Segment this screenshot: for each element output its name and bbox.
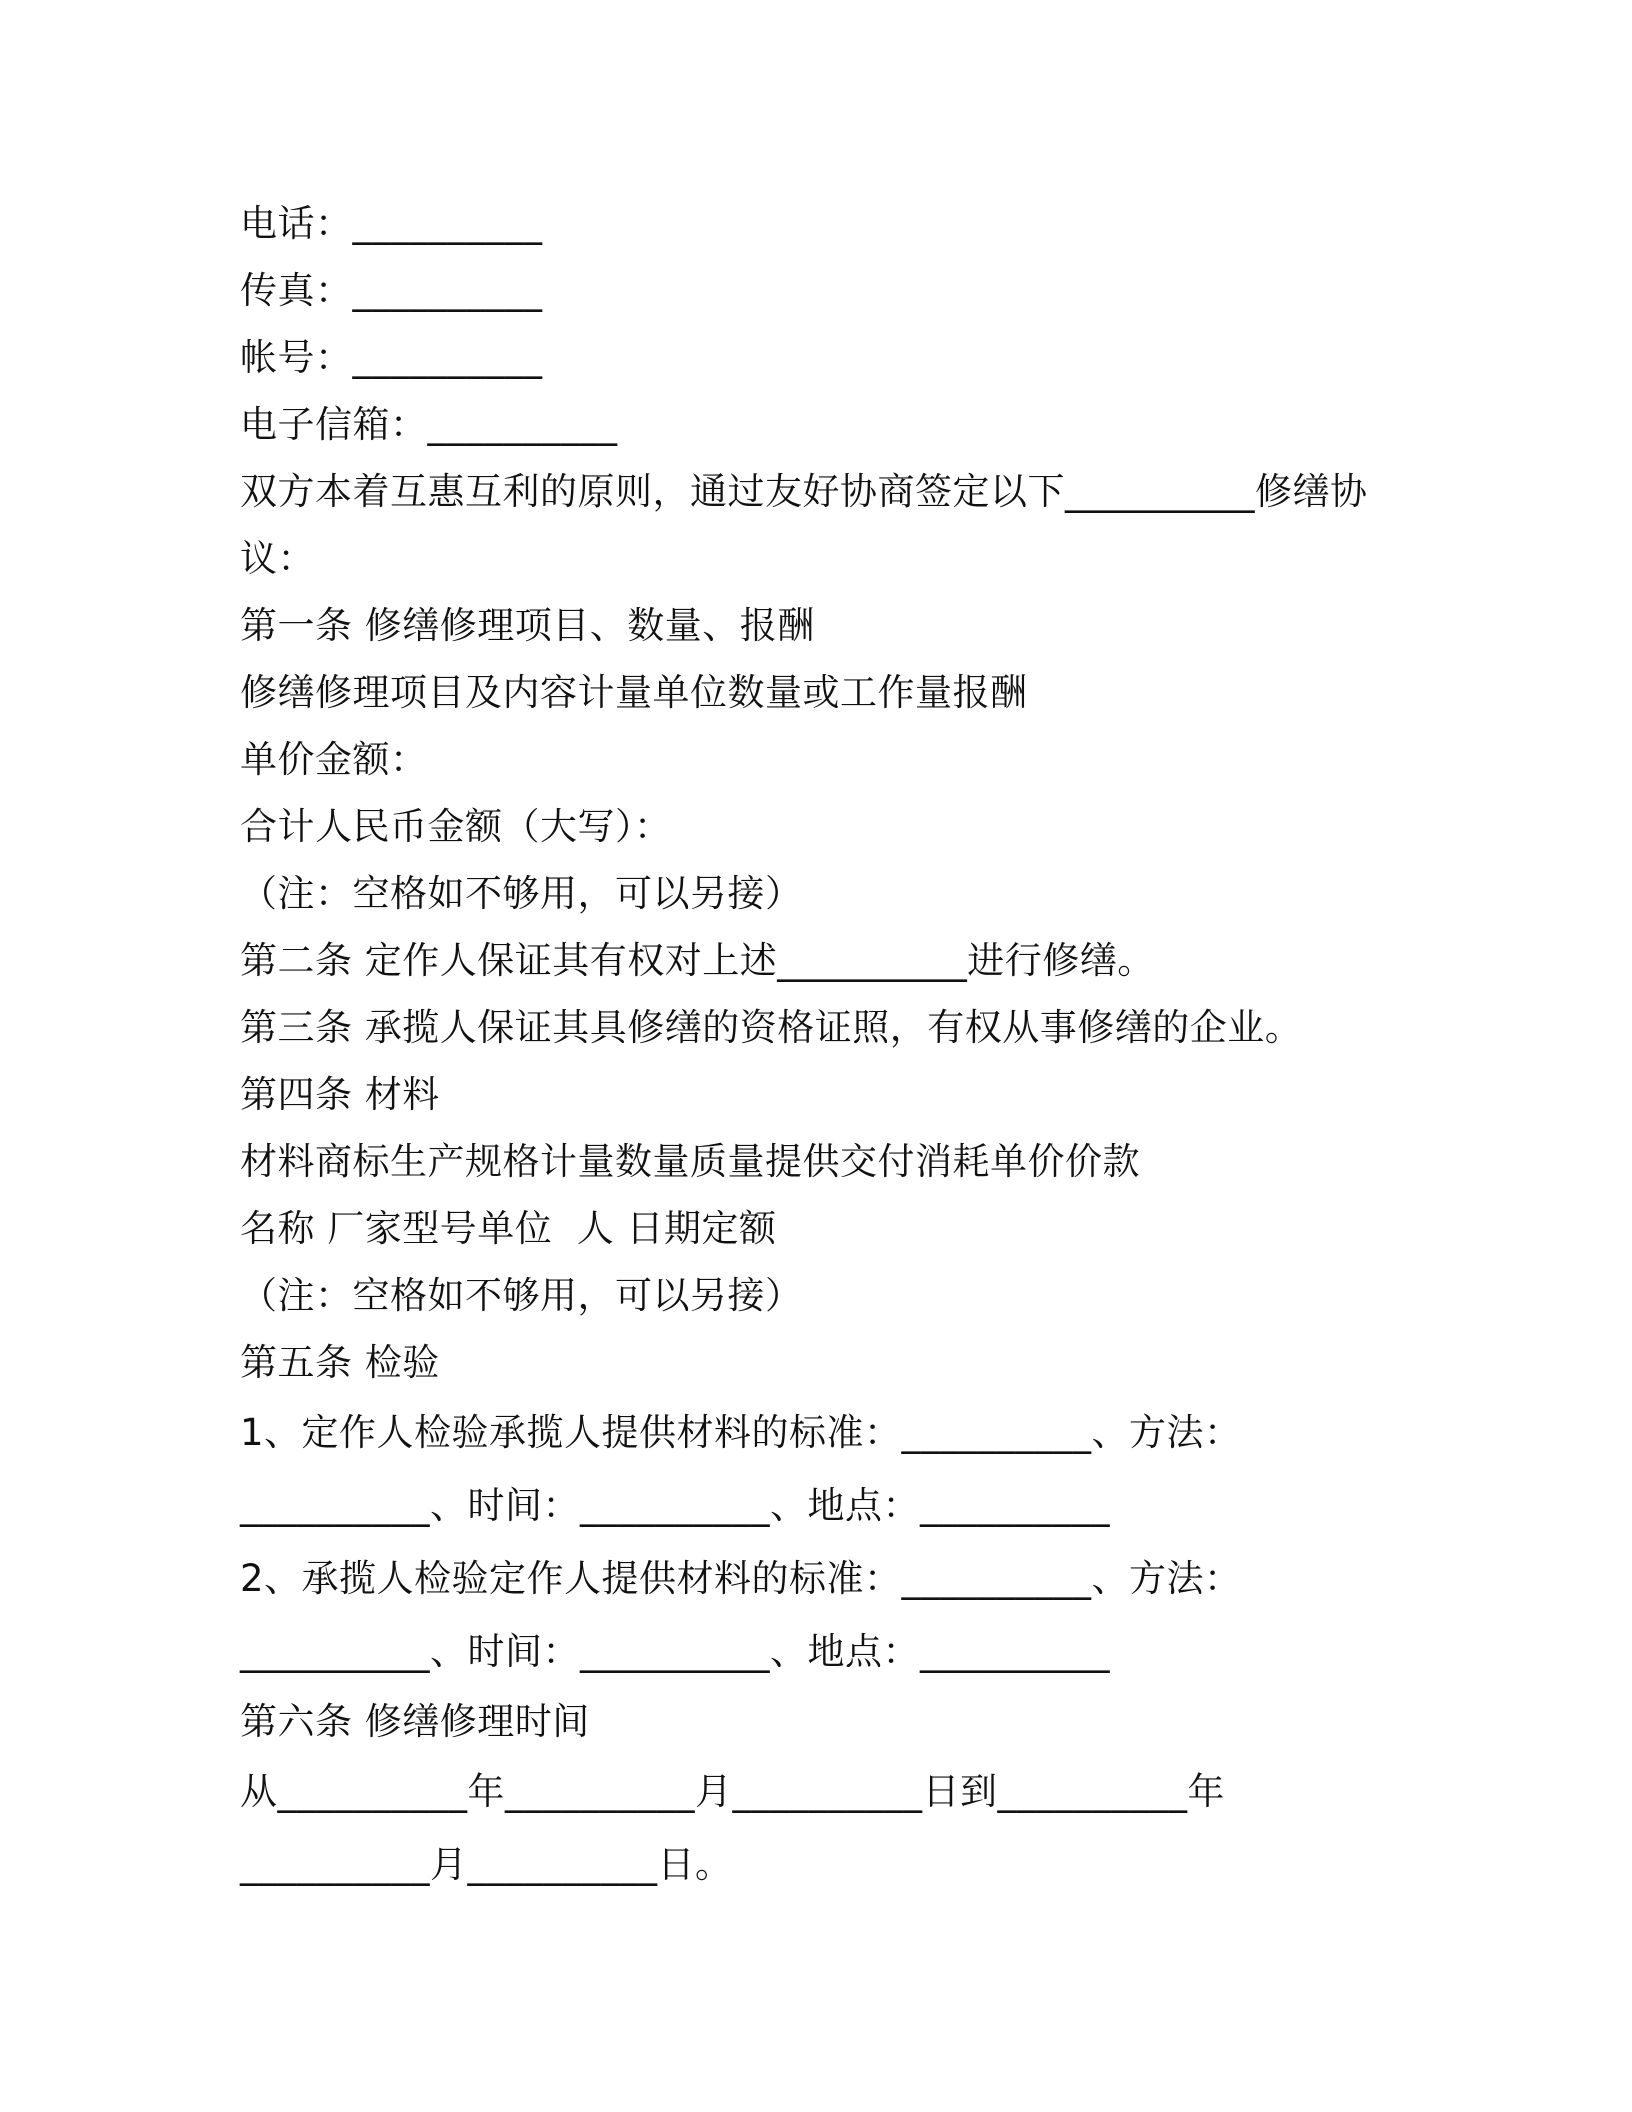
article-5-heading: 第五条 检验 xyxy=(240,1341,440,1384)
article-6-heading: 第六条 修缮修理时间 xyxy=(240,1700,590,1743)
article-4-heading: 第四条 材料 xyxy=(240,1073,440,1116)
contract-body xyxy=(240,190,1380,1901)
materials-header-line: 材料商标生产规格计量数量质量提供交付消耗单价价款 xyxy=(240,1140,1140,1183)
agreement-intro-continued: 议： xyxy=(240,537,315,580)
note-line: （注：空格如不够用，可以另接） xyxy=(240,872,803,915)
materials-subheader-line: 名称 厂家型号单位 人 日期定额 xyxy=(240,1207,777,1250)
inspection-clause-2-continued: __________、时间：__________、地点：__________ xyxy=(240,1630,1110,1673)
repair-items-header: 修缮修理项目及内容计量单位数量或工作量报酬 xyxy=(240,671,1028,714)
email-line: 电子信箱：__________ xyxy=(240,403,618,446)
note-line: （注：空格如不够用，可以另接） xyxy=(240,1274,803,1317)
agreement-intro-line: 双方本着互惠互利的原则，通过友好协商签定以下__________修缮协 xyxy=(240,470,1368,513)
repair-period-continued: __________月__________日。 xyxy=(240,1843,733,1886)
inspection-clause-2: 2、承揽人检验定作人提供材料的标准：__________、方法： xyxy=(240,1557,1242,1600)
unit-price-line: 单价金额： xyxy=(240,738,428,781)
fax-line: 传真：__________ xyxy=(240,269,543,312)
repair-period-line: 从__________年__________月__________日到__________年 xyxy=(240,1770,1225,1813)
inspection-clause-1: 1、定作人检验承揽人提供材料的标准：__________、方法： xyxy=(240,1411,1242,1454)
article-3-line: 第三条 承揽人保证其具修缮的资格证照，有权从事修缮的企业。 xyxy=(240,1006,1303,1049)
article-2-line: 第二条 定作人保证其有权对上述__________进行修缮。 xyxy=(240,939,1155,982)
article-1-heading: 第一条 修缮修理项目、数量、报酬 xyxy=(240,604,815,647)
account-line: 帐号：__________ xyxy=(240,336,543,379)
inspection-clause-1-continued: __________、时间：__________、地点：__________ xyxy=(240,1484,1110,1527)
total-amount-line: 合计人民币金额（大写）： xyxy=(240,805,672,848)
phone-line: 电话：__________ xyxy=(240,202,543,245)
